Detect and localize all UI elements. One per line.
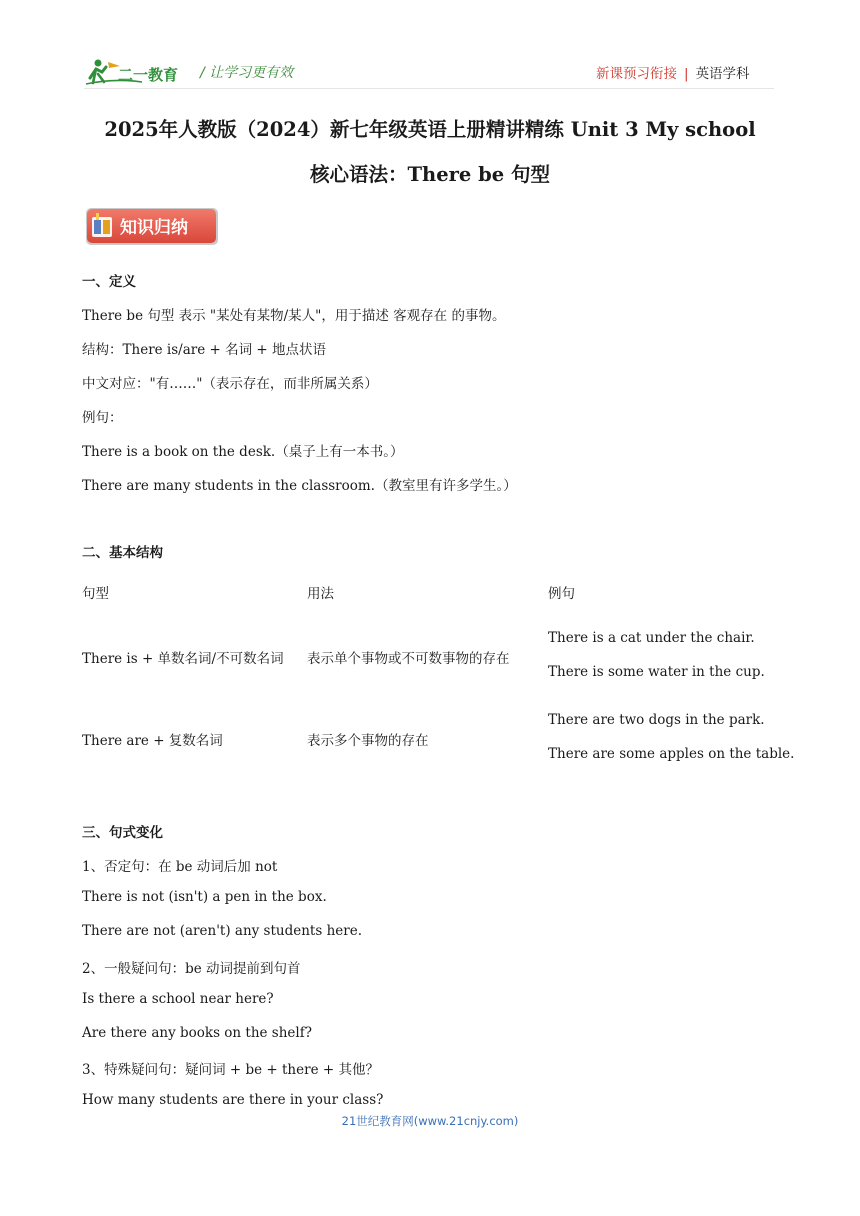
section3-line: 2、一般疑问句：be 动词提前到句首 bbox=[82, 961, 301, 977]
header-separator: | bbox=[684, 66, 689, 82]
slogan: / 让学习更有效 bbox=[200, 65, 294, 81]
section3-line: 3、特殊疑问句：疑问词 + be + there + 其他？ bbox=[82, 1062, 379, 1078]
document-subtitle: 核心语法：There be 句型 bbox=[310, 163, 550, 186]
table-header-pattern: 句型 bbox=[82, 586, 109, 602]
section1-example: There is a book on the desk.（桌子上有一本书。） bbox=[82, 444, 404, 460]
logo-text: 二一教育 bbox=[118, 66, 179, 84]
table-row-example: There are two dogs in the park. bbox=[548, 712, 765, 728]
knowledge-summary-badge bbox=[86, 208, 218, 245]
header-subject-label: 英语学科 bbox=[695, 66, 750, 82]
section3-line: Is there a school near here? bbox=[82, 991, 274, 1007]
section3-line: Are there any books on the shelf? bbox=[82, 1025, 312, 1041]
table-row-example: There is a cat under the chair. bbox=[548, 630, 755, 646]
header-right bbox=[596, 62, 750, 82]
section1-example: There are many students in the classroom.（教室里有许多学生。） bbox=[82, 478, 517, 494]
document-title: 2025年人教版（2024）新七年级英语上册精讲精练 Unit 3 My school bbox=[104, 118, 756, 141]
section1-line: 结构：There is/are + 名词 + 地点状语 bbox=[82, 342, 326, 358]
table-header-example: 例句 bbox=[548, 586, 575, 602]
section3-line: There are not (aren't) any students here. bbox=[82, 923, 362, 939]
table-row-pattern: There are + 复数名词 bbox=[82, 733, 223, 749]
logo bbox=[84, 56, 192, 88]
table-row-pattern: There is + 单数名词/不可数名词 bbox=[82, 651, 284, 667]
section1-line: 例句： bbox=[82, 410, 123, 426]
table-row-usage: 表示多个事物的存在 bbox=[307, 733, 429, 749]
section3-line: There is not (isn't) a pen in the box. bbox=[82, 889, 327, 905]
table-header-usage: 用法 bbox=[307, 586, 334, 602]
section1-line: There be 句型 表示 "某处有某物/某人"，用于描述 客观存在 的事物。 bbox=[82, 308, 506, 324]
section3-heading: 三、句式变化 bbox=[82, 825, 163, 841]
section1-heading: 一、定义 bbox=[82, 274, 136, 290]
badge-label: 知识归纳 bbox=[120, 218, 188, 238]
section3-line: How many students are there in your class? bbox=[82, 1092, 384, 1108]
section2-heading: 二、基本结构 bbox=[82, 545, 163, 561]
header-course-label: 新课预习衔接 bbox=[596, 66, 677, 82]
table-row-example: There is some water in the cup. bbox=[548, 664, 765, 680]
section1-line: 中文对应："有……"（表示存在，而非所属关系） bbox=[82, 376, 378, 392]
section3-line: 1、否定句：在 be 动词后加 not bbox=[82, 859, 278, 875]
header-divider bbox=[84, 88, 774, 89]
footer-source: 21世纪教育网(www.21cnjy.com) bbox=[341, 1114, 519, 1128]
table-row-example: There are some apples on the table. bbox=[548, 746, 795, 762]
table-row-usage: 表示单个事物或不可数事物的存在 bbox=[307, 651, 510, 667]
